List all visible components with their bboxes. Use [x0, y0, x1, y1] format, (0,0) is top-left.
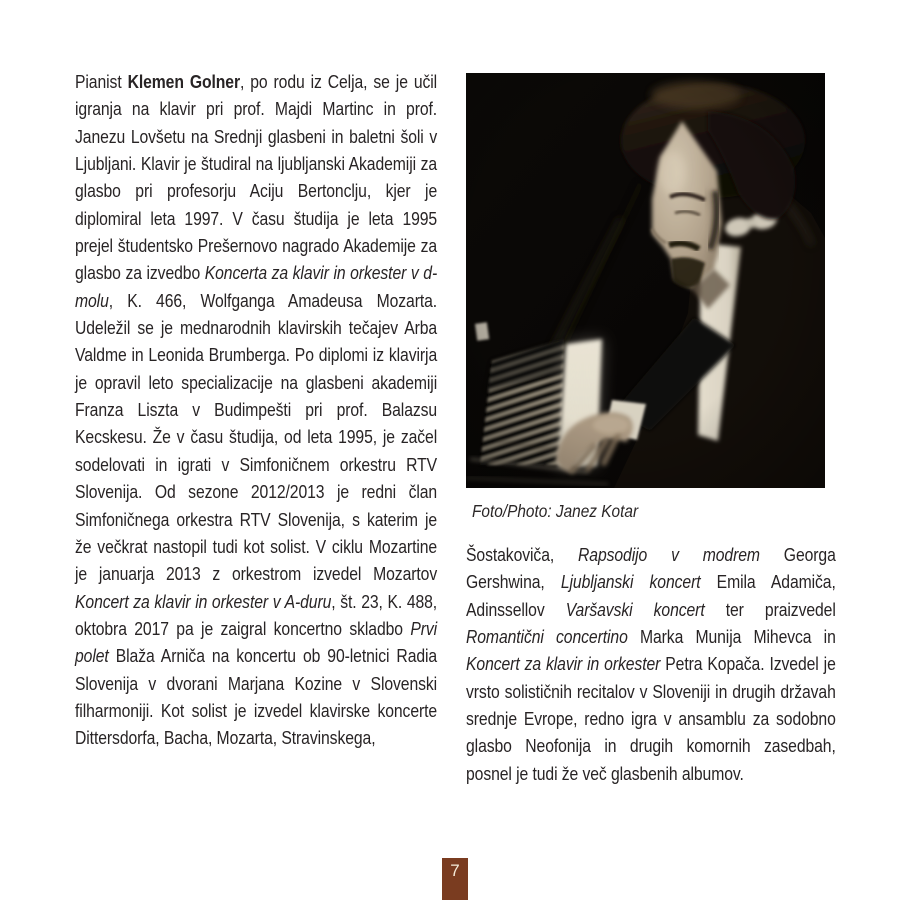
page-number-badge [442, 858, 468, 900]
pianist-photo-art [466, 73, 825, 488]
page-number: 7 [450, 861, 460, 880]
bio-text-column-left: Pianist Klemen Golner, po rodu iz Celja, se je učil igranja na klavir pri prof. Majdi Martinc in prof. Janezu Lovšetu na Srednji glasbeni in baletni šoli v Ljubljani. Klavir je študiral na ljubljanski Akademiji za glasbo pri profesorju Aciju Bertonclju, kjer je diplomiral leta 1997. V času študija je leta 1995 prejel študentsko Prešernovo nagrado Akademije za glasbo za izvedbo Koncerta za klavir in orkester v d-molu, K. 466, Wolfganga Amadeusa Mozarta. Udeležil se je mednarodnih klavirskih tečajev Arba Valdme in Leonida Brumberga. Po diplomi iz klavirja je opravil leto specializacije na glasbeni akademiji Franza Liszta v Budimpešti pri prof. Balazsu Kecskesu. Že v času študija, od leta 1995, je začel sodelovati in igrati v Simfoničnem orkestru RTV Slovenija. Od sezone 2012/2013 je redni član Simfoničnega orkestra RTV Slovenija, s katerim je že večkrat nastopil tudi kot solist. V ciklu Mozartine je januarja 2013 z orkestrom izvedel Mozartov Koncert za klavir in orkester v A-duru, št. 23, K. 488, oktobra 2017 pa je zaigral koncertno skladbo Prvi polet Blaža Arniča na koncertu ob 90-letnici Radia Slovenija v dvorani Marjana Kozine v Slovenski filharmoniji. Kot solist je izvedel klavirske koncerte Dittersdorfa, Bacha, Mozarta, Stravinskega, [75, 71, 438, 749]
sepia-tone [466, 73, 825, 488]
pianist-photo [466, 73, 825, 488]
photo-credit-caption: Foto/Photo: Janez Kotar [472, 501, 639, 521]
bio-text-column-right: Šostakoviča, Rapsodijo v modrem Georga Gershwina, Ljubljanski koncert Emila Adamiča, Adinssellov Varšavski koncert ter praizvedel Romantični concertino Marka Munija Mihevca in Koncert za klavir in orkester Petra Kopača. Izvedel je vrsto solističnih recitalov v Sloveniji in drugih državah srednje Evrope, redno igra v ansamblu za sodobno glasbo Neofonija in drugih komornih zasedbah, posnel je tudi že več glasbenih albumov. [466, 544, 836, 784]
